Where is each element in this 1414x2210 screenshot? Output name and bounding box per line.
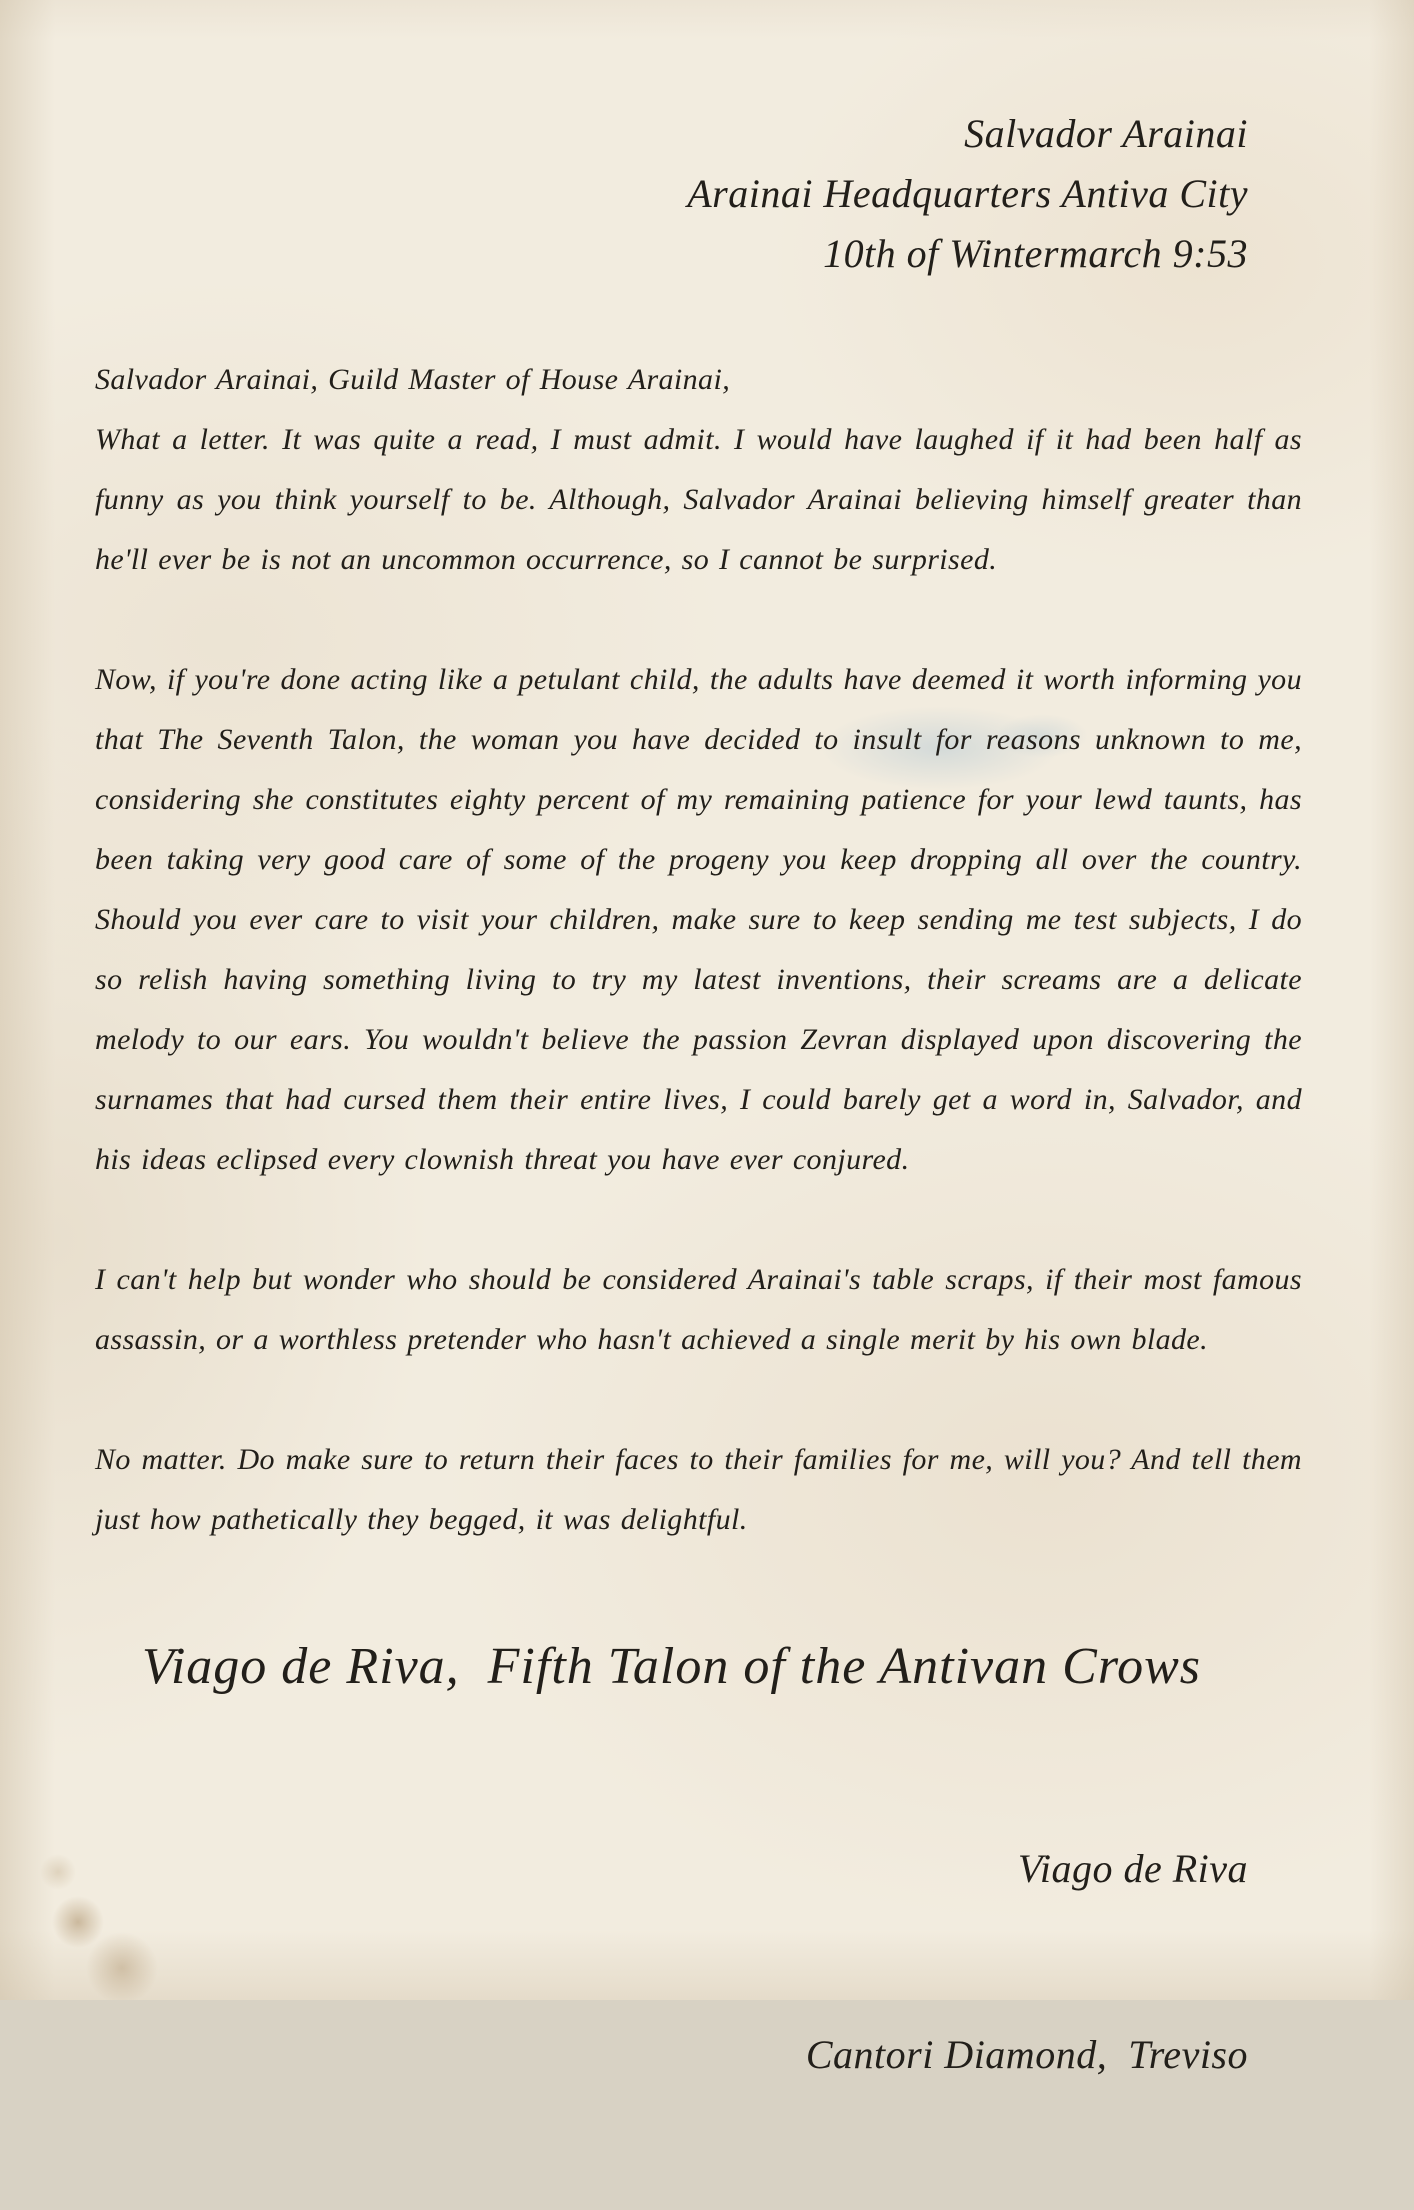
sender-name: Salvador Arainai (964, 111, 1248, 156)
paragraph-2: Now, if you're done acting like a petulant child, the adults have deemed it worth informing you that The Seventh Talon, the woman you have decided to insult for reasons unknown to me, considering she constitutes eighty percent of my remaining patience for your lewd taunts, has been taking very good care of some of the progeny you keep dropping all over the country. Should you ever care to visit your children, make sure to keep sending me test subjects, I do so relish having something living to try my latest inventions, their screams are a delicate melody to our ears. You wouldn't believe the passion Zevran displayed upon discovering the surnames that had cursed them their entire lives, I could barely get a word in, Salvador, and his ideas eclipsed every clownish threat you have ever conjured. (95, 663, 1302, 1176)
paragraph-1: What a letter. It was quite a read, I must admit. I would have laughed if it had been half as funny as you think yourself to be. Although, Salvador Arainai believing himself greater than he'll ever be is not an uncommon occurrence, so I cannot be surprised. (95, 423, 1302, 576)
signature-title-line: Viago de Riva, Fifth Talon of the Antivan Crows (141, 1638, 1202, 1695)
letter-footer (0, 1610, 1414, 2210)
letter-body (0, 284, 1414, 1550)
paragraph-4: No matter. Do make sure to return their faces to their families for me, will you? And tell them just how pathetically they begged, it was delightful. (95, 1443, 1302, 1536)
signoff-block (95, 1714, 1248, 2210)
salutation: Salvador Arainai, Guild Master of House Arainai, (95, 363, 731, 396)
letter-header (0, 0, 1414, 284)
signoff-name: Viago de Riva (1017, 1846, 1248, 1891)
paragraph-3: I can't help but wonder who should be considered Arainai's table scraps, if their most famous assassin, or a worthless pretender who hasn't achieved a single merit by his own blade. (95, 1263, 1302, 1356)
signoff-location: Cantori Diamond, Treviso (805, 2032, 1248, 2077)
sender-address: Arainai Headquarters Antiva City (687, 171, 1248, 216)
letter-date: 10th of Wintermarch 9:53 (823, 231, 1248, 276)
